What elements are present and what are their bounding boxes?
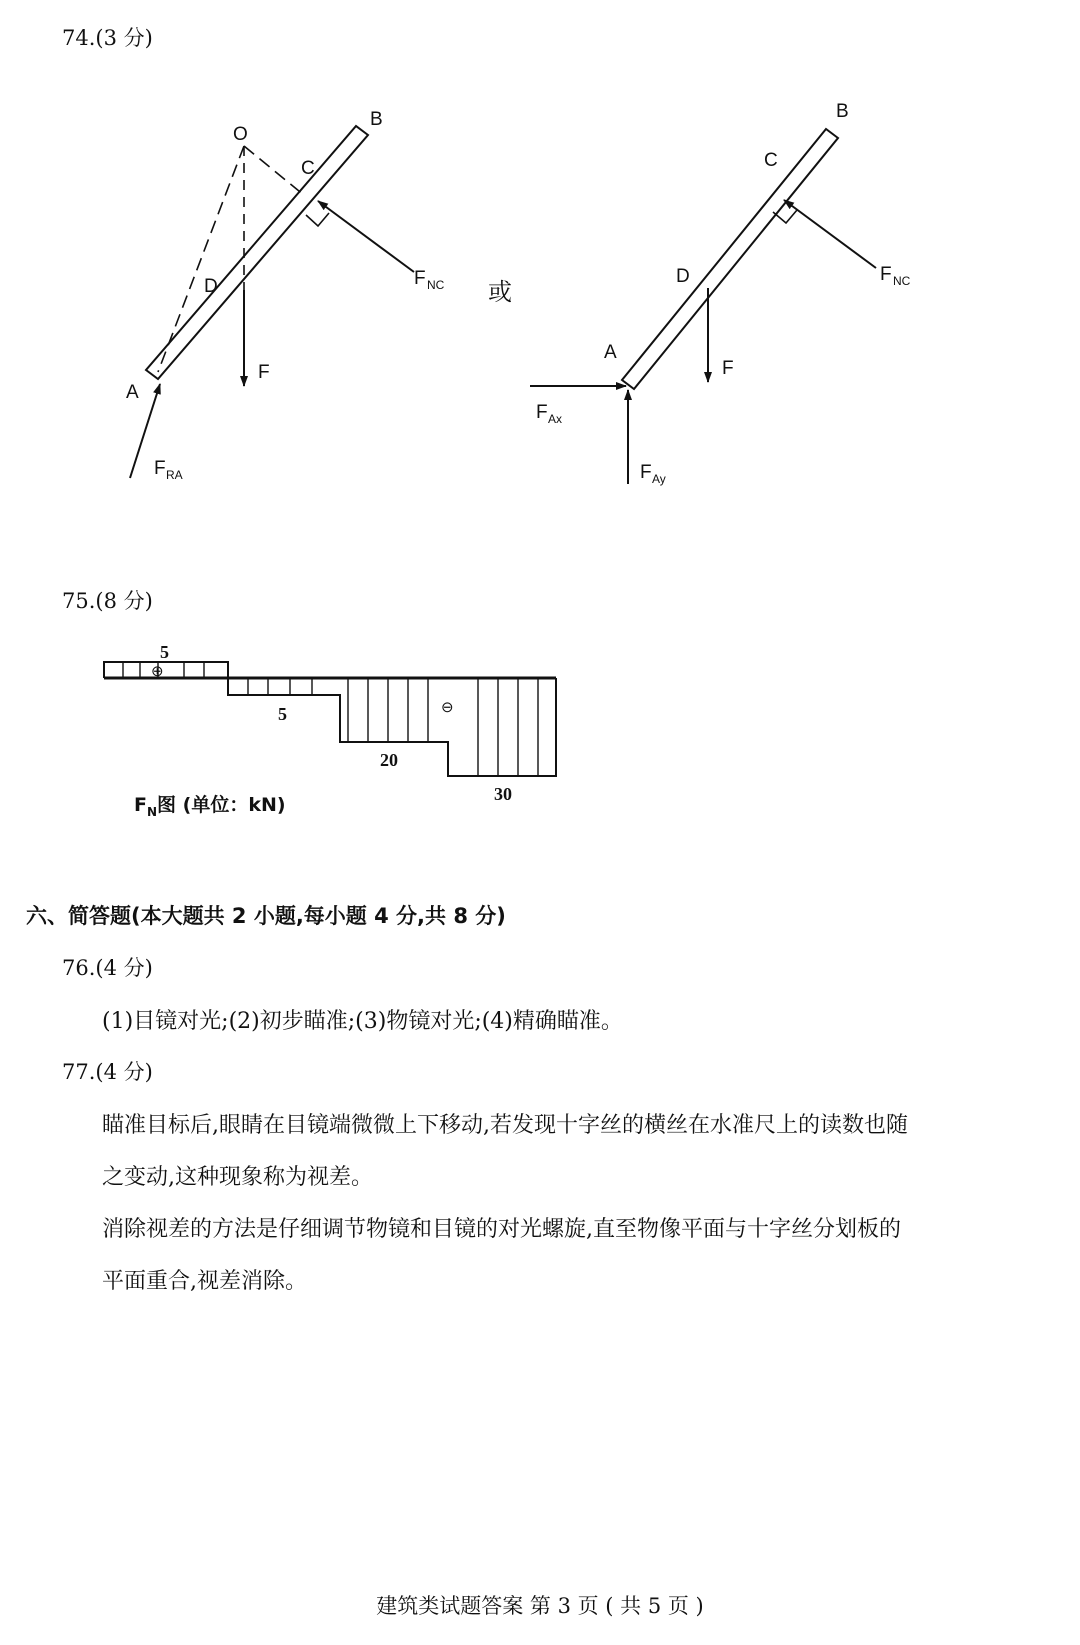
q77-line2: 之变动,这种现象称为视差。	[102, 1165, 373, 1190]
label-fay-sub: Ay	[652, 472, 666, 486]
value-label-5-neg: 5	[278, 704, 287, 724]
plus-sign: ⊕	[151, 663, 164, 680]
rod-ab-2	[622, 129, 838, 389]
dashed-oa	[158, 146, 244, 372]
q74-figures	[0, 0, 1080, 520]
q75-label: 75.(8 分)	[62, 589, 153, 613]
caption-sub: N	[146, 804, 158, 819]
figure-1	[126, 109, 445, 482]
value-label-30: 30	[494, 784, 512, 804]
q76-answer: (1)目镜对光;(2)初步瞄准;(3)物镜对光;(4)精确瞄准。	[102, 1009, 623, 1034]
caption-rest: 图 (单位：kN)	[157, 794, 286, 816]
label-fax: F	[536, 402, 548, 423]
q76-label: 76.(4 分)	[62, 956, 153, 980]
q77-line1: 瞄准目标后,眼睛在目镜端微微上下移动,若发现十字丝的横丝在水准尺上的读数也随	[102, 1113, 908, 1138]
label-o: O	[233, 124, 248, 145]
label-fnc2-sub: NC	[893, 274, 911, 288]
label-f: F	[258, 362, 270, 383]
label-a2: A	[604, 342, 617, 363]
label-fnc2: F	[880, 264, 892, 285]
label-fay: F	[640, 462, 652, 483]
label-fra: F	[154, 458, 166, 479]
figure-2	[530, 101, 911, 486]
force-fnc-arrow	[318, 201, 414, 272]
page-footer: 建筑类试题答案 第 3 页 ( 共 5 页 )	[376, 1594, 704, 1618]
caption-f: F	[134, 794, 147, 816]
label-fax-sub: Ax	[548, 412, 563, 426]
dashed-oc	[244, 146, 305, 196]
label-fra-sub: RA	[166, 468, 183, 482]
minus-sign: ⊖	[441, 699, 454, 716]
label-b2: B	[836, 101, 849, 122]
value-label-5-pos: 5	[160, 642, 169, 662]
label-d2: D	[676, 266, 690, 287]
value-label-20: 20	[380, 750, 398, 770]
label-c: C	[301, 158, 315, 179]
label-b: B	[370, 109, 383, 130]
or-text: 或	[488, 278, 512, 306]
diagram-outline	[104, 662, 556, 776]
diagram-caption	[134, 790, 286, 819]
label-c2: C	[764, 150, 778, 171]
q74-label: 74.(3 分)	[62, 26, 153, 50]
q77-line4: 平面重合,视差消除。	[102, 1269, 307, 1294]
rod-ab-1	[146, 126, 368, 379]
label-fnc-sub: NC	[427, 278, 445, 292]
label-d: D	[204, 276, 218, 297]
section-6-title: 六、简答题(本大题共 2 小题,每小题 4 分,共 8 分)	[26, 904, 506, 928]
right-angle-mark	[306, 213, 329, 226]
q77-line3: 消除视差的方法是仔细调节物镜和目镜的对光螺旋,直至物像平面与十字丝分划板的	[102, 1217, 901, 1242]
force-fnc2-arrow	[784, 200, 876, 268]
label-a: A	[126, 382, 139, 403]
q77-label: 77.(4 分)	[62, 1060, 153, 1084]
label-f2: F	[722, 358, 734, 379]
label-fnc: F	[414, 268, 426, 289]
